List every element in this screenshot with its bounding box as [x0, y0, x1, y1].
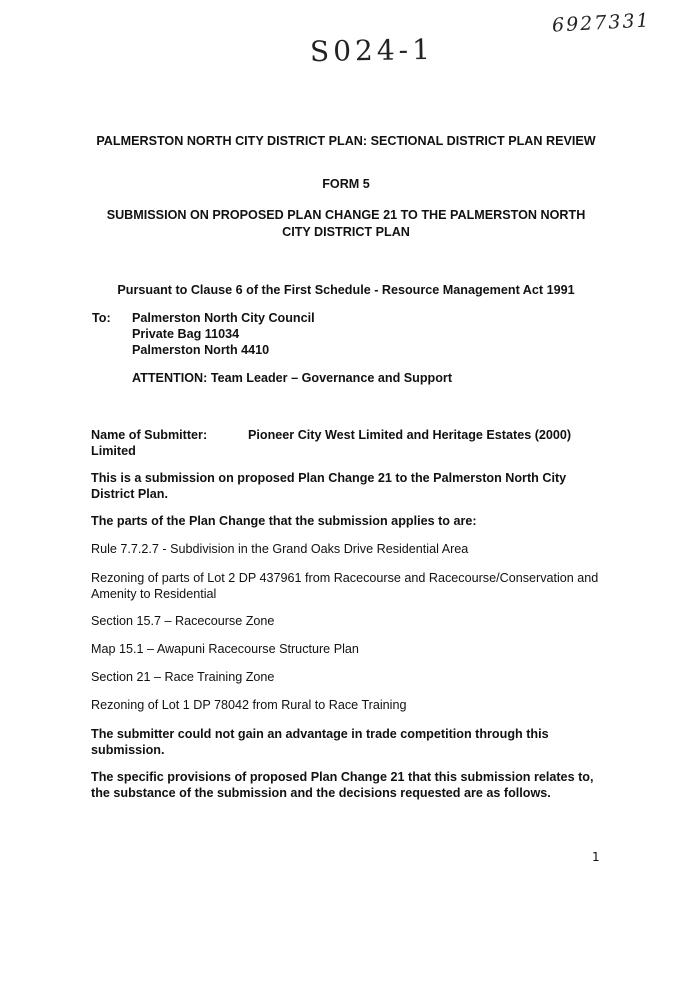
- to-label: To:: [92, 311, 111, 325]
- document-title: PALMERSTON NORTH CITY DISTRICT PLAN: SECTIONAL DISTRICT PLAN REVIEW: [96, 134, 596, 148]
- list-item: Section 21 – Race Training Zone: [91, 670, 275, 684]
- list-item: Rezoning of Lot 1 DP 78042 from Rural to Race Training: [91, 698, 407, 712]
- list-item: Rezoning of parts of Lot 2 DP 437961 from Racecourse and Racecourse/Conservation and Amenity to Residential: [91, 571, 599, 601]
- parts-heading: The parts of the Plan Change that the submission applies to are:: [91, 514, 477, 528]
- submitter-label: Name of Submitter:: [91, 428, 208, 442]
- attention-line: ATTENTION: Team Leader – Governance and Support: [132, 371, 453, 385]
- form-label: FORM 5: [322, 177, 370, 191]
- address-line: Palmerston North City Council: [132, 311, 315, 325]
- address-line: Palmerston North 4410: [132, 343, 270, 357]
- handwritten-number: 6927331: [551, 9, 652, 37]
- submitter-name-continuation: Limited: [91, 444, 136, 458]
- address-line: Private Bag 11034: [132, 327, 240, 341]
- submitter-name: Pioneer City West Limited and Heritage Estates (2000): [248, 428, 572, 442]
- page-number: 1: [592, 850, 600, 864]
- intro-paragraph: This is a submission on proposed Plan Change 21 to the Palmerston North City District Plan.: [91, 471, 567, 501]
- specific-provisions-paragraph: The specific provisions of proposed Plan Change 21 that this submission relates to, the substance of the submission and the decisions requested are as follows.: [91, 770, 594, 800]
- handwritten-reference: S024-1: [309, 32, 435, 69]
- document-subtitle: SUBMISSION ON PROPOSED PLAN CHANGE 21 TO THE PALMERSTON NORTH CITY DISTRICT PLAN: [106, 208, 586, 239]
- list-item: Map 15.1 – Awapuni Racecourse Structure Plan: [91, 642, 359, 656]
- list-item: Section 15.7 – Racecourse Zone: [91, 614, 275, 628]
- pursuant-line: Pursuant to Clause 6 of the First Schedule - Resource Management Act 1991: [117, 283, 575, 297]
- list-item: Rule 7.7.2.7 - Subdivision in the Grand Oaks Drive Residential Area: [91, 542, 469, 556]
- trade-paragraph: The submitter could not gain an advantage in trade competition through this submission.: [91, 727, 549, 757]
